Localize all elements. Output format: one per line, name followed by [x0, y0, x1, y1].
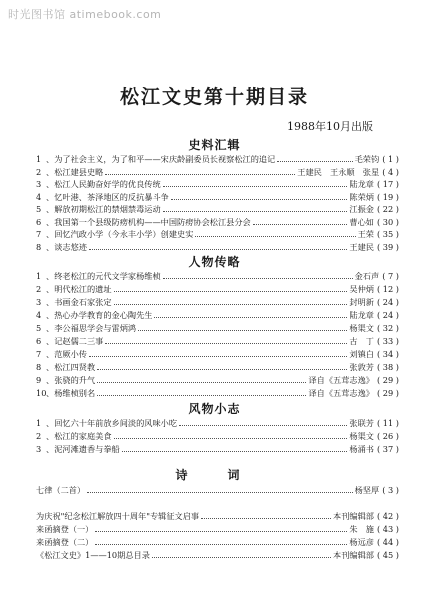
publication-date: 1988年10月出版	[287, 120, 373, 133]
dot-leader	[89, 249, 347, 250]
entry-page: ( 42 )	[376, 511, 399, 521]
entry-page: ( 29 )	[376, 375, 399, 385]
entry-author: 本刊编辑部	[333, 550, 374, 560]
entry-author: 王荣	[357, 229, 374, 239]
entry-number: 2	[36, 284, 42, 294]
toc-entry	[36, 348, 399, 360]
entry-author: 朱 施	[349, 524, 374, 534]
toc-entry	[36, 241, 399, 253]
entry-author: 译自《五茸志逸》	[308, 375, 374, 385]
entry-number: 6	[36, 336, 42, 346]
entry-author: 王建民 王永顺 张星	[297, 166, 380, 177]
entry-page: ( 30 )	[376, 216, 399, 227]
entry-title: 、解放初期松江的禁烟禁毒运动	[46, 204, 161, 214]
entry-number: 2	[36, 431, 42, 441]
entry-page: ( 29 )	[376, 388, 399, 398]
entry-title: 七律（二首）	[36, 485, 86, 495]
toc-entry	[36, 387, 399, 399]
entry-title: 、泥河滩遗香与拳船	[46, 444, 120, 454]
entry-title: 、杨维桢别名	[46, 388, 96, 398]
watermark-text: 时光图书馆 atimebook.com	[8, 8, 162, 21]
dot-leader	[201, 518, 331, 519]
toc-entry	[36, 228, 399, 240]
toc-entry	[36, 283, 399, 295]
entry-title: 为庆祝"纪念松江解放四十周年"专辑征文启事	[36, 511, 200, 521]
entry-page: ( 11 )	[376, 418, 399, 428]
entry-page: ( 19 )	[376, 191, 399, 202]
entry-page: ( 35 )	[376, 229, 399, 239]
dot-leader	[105, 174, 295, 175]
entry-title: 、松江建县史略	[46, 166, 104, 177]
entry-title: 、松江人民勤奋好学的优良传统	[46, 179, 161, 189]
entry-author: 张联芳	[349, 418, 374, 428]
toc-entry	[36, 374, 399, 386]
entry-author: 杨坚厚	[354, 485, 380, 495]
toc-entry	[36, 536, 399, 548]
entry-author: 王建民	[349, 241, 374, 252]
section-heading-customs: 风物小志	[188, 402, 241, 416]
dot-leader	[97, 369, 347, 370]
entry-title: 、回忆六十年前放乡间淡的风味小吃	[46, 418, 178, 428]
entry-title: 、回忆汽政小学（今永丰小学）创建史实	[46, 229, 194, 239]
entry-page: ( 24 )	[376, 297, 399, 307]
entry-number: 7	[36, 349, 42, 359]
entry-page: ( 43 )	[376, 524, 399, 534]
entry-author: 陈荣炳	[349, 191, 374, 202]
entry-title: 、张骁的升气	[46, 375, 96, 385]
entry-author: 曹心如	[349, 216, 374, 227]
entry-title: 、忆叶港、茶泽地区的反抗暴斗争	[46, 191, 169, 202]
dot-leader	[171, 199, 348, 200]
dot-leader	[114, 291, 348, 292]
dot-leader	[105, 343, 347, 344]
entry-author: 杨渠文	[349, 431, 374, 441]
entry-page: ( 37 )	[376, 444, 399, 454]
dot-leader	[163, 186, 348, 187]
entry-page: ( 26 )	[376, 431, 399, 441]
entry-page: ( 38 )	[376, 362, 399, 372]
dot-leader	[95, 531, 347, 532]
entry-author: 杨远彦	[349, 537, 374, 547]
entry-number: 4	[36, 191, 42, 202]
entry-number: 6	[36, 216, 42, 227]
entry-number: 3	[36, 297, 42, 307]
entry-page: ( 45 )	[376, 550, 399, 560]
entry-page: ( 32 )	[376, 323, 399, 333]
entry-page: ( 3 )	[382, 485, 399, 495]
entry-page: ( 44 )	[376, 537, 399, 547]
dot-leader	[163, 278, 353, 279]
entry-title: 、明代松江的遗址	[46, 284, 112, 294]
dot-leader	[138, 330, 347, 331]
toc-entry	[36, 523, 399, 535]
entry-title: 、终老松江的元代文学家杨维桢	[46, 271, 161, 281]
entry-page: ( 1 )	[382, 154, 399, 164]
entry-title: 、松江的家庭美食	[46, 431, 112, 441]
toc-entry	[36, 296, 399, 308]
entry-number: 8	[36, 362, 42, 372]
entry-page: ( 22 )	[376, 204, 399, 214]
entry-page: ( 12 )	[376, 284, 399, 294]
entry-page: ( 33 )	[376, 336, 399, 346]
toc-entry	[36, 549, 399, 561]
entry-title: 、热心办学教育的金心陶先生	[46, 310, 153, 320]
entry-title: 、范厥小传	[46, 349, 87, 359]
entry-author: 吴仲炳	[349, 284, 374, 294]
entry-number: 3	[36, 444, 42, 454]
entry-number: 3	[36, 179, 42, 189]
entry-title: 、李公福思学会与雷炳鸿	[46, 323, 137, 333]
entry-number: 10	[36, 388, 47, 398]
entry-author: 张敦芳	[349, 362, 374, 372]
dot-leader	[89, 356, 347, 357]
entry-page: ( 24 )	[376, 310, 399, 320]
entry-number: 7	[36, 229, 42, 239]
entry-title: 、松江四贤教	[46, 362, 96, 372]
dot-leader	[163, 211, 348, 212]
toc-entry	[36, 166, 399, 178]
entry-page: ( 34 )	[376, 349, 399, 359]
entry-author: 封明新	[349, 297, 374, 307]
entry-number: 5	[36, 323, 42, 333]
entry-title: 来函摘登（一）	[36, 524, 94, 534]
dot-leader	[195, 236, 355, 237]
entry-title: 、我国第一个县级防痨机构——中国防痨协会松江县分会	[46, 216, 251, 227]
toc-entry	[36, 510, 399, 522]
dot-leader	[97, 382, 306, 383]
entry-number: 1	[36, 418, 42, 428]
entry-title: 《松江文史》1——10期总目录	[36, 550, 150, 560]
toc-entry	[36, 216, 399, 228]
page-title: 松江文史第十期目录	[119, 86, 309, 108]
toc-entry	[36, 191, 399, 203]
entry-title: 、记赵儒二三事	[46, 336, 104, 346]
dot-leader	[122, 451, 348, 452]
entry-author: 陆龙章	[349, 179, 374, 189]
entry-number: 1	[36, 271, 42, 281]
section-heading-poetry: 诗 词	[175, 468, 254, 482]
toc-entry	[36, 417, 399, 429]
toc-entry	[36, 153, 399, 165]
entry-number: 1	[36, 154, 42, 164]
entry-page: ( 39 )	[376, 241, 399, 252]
dot-leader	[277, 161, 352, 162]
entry-author: 江振金	[349, 204, 374, 214]
entry-author: 译自《五茸志逸》	[308, 388, 374, 398]
toc-entry	[36, 203, 399, 215]
dot-leader	[114, 438, 348, 439]
dot-leader	[97, 395, 306, 396]
entry-number: 5	[36, 204, 42, 214]
entry-page: ( 4 )	[382, 166, 399, 177]
toc-entry	[36, 322, 399, 334]
toc-entry	[36, 430, 399, 442]
toc-entry	[36, 309, 399, 321]
dot-leader	[114, 304, 348, 305]
entry-author: 刘镇白	[349, 349, 374, 359]
entry-number: 4	[36, 310, 42, 320]
toc-entry	[36, 270, 399, 282]
dot-leader	[152, 557, 331, 558]
toc-entry	[36, 361, 399, 373]
section-heading-history: 史料汇辑	[188, 138, 241, 152]
dot-leader	[95, 544, 347, 545]
entry-author: 杨涌书	[349, 444, 374, 454]
dot-leader	[87, 492, 352, 493]
entry-author: 本刊编辑部	[333, 511, 374, 521]
toc-entry	[36, 335, 399, 347]
entry-title: 、为了社会主义，为了和平——宋庆龄副委员长视察松江的追记	[46, 154, 276, 164]
entry-number: 8	[36, 241, 42, 252]
entry-number: 9	[36, 375, 42, 385]
entry-author: 金石声	[354, 271, 380, 281]
entry-title: 、谈志悠迹	[46, 241, 87, 252]
entry-page: ( 7 )	[382, 271, 399, 281]
entry-page: ( 17 )	[376, 179, 399, 189]
entry-number: 2	[36, 166, 42, 177]
section-heading-biography: 人物传略	[188, 255, 241, 269]
toc-entry	[36, 443, 399, 455]
entry-title: 来函摘登（二）	[36, 537, 94, 547]
dot-leader	[179, 425, 347, 426]
entry-title: 、书画金石家张定	[46, 297, 112, 307]
entry-author: 陆龙章	[349, 310, 374, 320]
dot-leader	[154, 317, 347, 318]
dot-leader	[253, 224, 348, 225]
toc-entry	[36, 178, 399, 190]
entry-author: 毛荣钧	[354, 154, 380, 164]
toc-entry	[36, 484, 399, 496]
entry-author: 杨渠文	[349, 323, 374, 333]
entry-author: 古 丁	[349, 336, 374, 346]
